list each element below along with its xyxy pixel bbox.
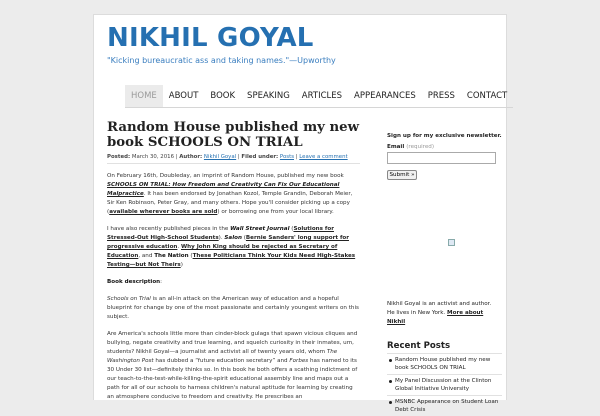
page-container [93, 14, 508, 413]
nation-article-link[interactable]: These Politicians Think Your Kids Need High-Stakes Testing—but Not Theirs [107, 253, 356, 268]
submit-button[interactable]: Submit » [387, 170, 417, 180]
p4-title: Schools on Trial [107, 296, 151, 302]
p5-b: has dubbed a “future education secretary” and [153, 358, 290, 364]
p5-forbes: Forbes [289, 358, 309, 364]
nav-item-book[interactable]: BOOK [210, 91, 236, 101]
email-field[interactable] [387, 152, 496, 164]
p1-middle: . It has been endorsed by Jonathan Kozol, Temple Grandin, Deborah Meier, Sir Ken Robinson, Peter Gray, and many others. Hope you'll consider picking up a copy ( [107, 191, 353, 215]
p5-a: Are America's schools little more than cinder-block gulags that spawn vicious cliques and bullying, negate creativity and true learning, and squelch curiosity in their inmates, um, students? Nikhil Goyal—a journalist and activist all of twenty years old, whom [107, 331, 358, 355]
broken-image-icon [448, 239, 455, 246]
recent-post-item[interactable]: MSNBC Appearance on Student Loan Debt Crisis [387, 395, 502, 416]
main-nav [125, 85, 513, 108]
nation-name: The Nation [154, 253, 189, 259]
post-title[interactable]: Random House published my new book SCHOOLS ON TRIAL [107, 120, 360, 150]
available-link[interactable]: available wherever books are sold [109, 209, 218, 215]
wsj-article-link[interactable]: Solutions for Stressed-Out High-School Students [107, 226, 334, 241]
more-about-link[interactable]: More about Nikhil [387, 310, 484, 325]
main-content [107, 120, 360, 402]
wsj-name: Wall Street Journal [230, 226, 290, 232]
salon-name: Salon [224, 235, 242, 241]
nav-item-press[interactable]: PRESS [427, 91, 455, 101]
required-label: (required) [406, 144, 435, 150]
recent-post-item[interactable]: My Panel Discussion at the Clinton Global Initiative University [387, 374, 502, 395]
author-bio [387, 300, 499, 327]
p1-end: ) or borrowing one from your local library. [217, 209, 334, 215]
filed-under-label: Filed under: [241, 154, 279, 160]
nav-item-speaking[interactable]: SPEAKING [247, 91, 290, 101]
newsletter-text: Sign up for my exclusive newsletter. [387, 133, 502, 139]
book-title-link[interactable]: SCHOOLS ON TRIAL: How Freedom and Creativity Can Fix Our Educational Malpractice [107, 182, 340, 197]
category-link[interactable]: Posts [279, 154, 295, 160]
post-paragraph-4 [107, 295, 360, 322]
nav-item-articles[interactable]: ARTICLES [301, 91, 343, 101]
post-paragraph-1 [107, 172, 360, 217]
book-description-label: Book description [107, 279, 161, 285]
email-label: Email (required) [387, 144, 435, 150]
post-meta: Posted: March 30, 2016 | Author: Nikhil Goyal | Filed under: Posts | Leave a comment [107, 154, 348, 160]
nav-item-contact[interactable]: CONTACT [466, 91, 508, 101]
bio-text: Nikhil Goyal is an activist and author. He lives in New York. [387, 301, 492, 316]
site-title[interactable]: NIKHIL GOYAL [107, 23, 314, 53]
recent-post-item[interactable]: Random House published my new book SCHOOLS ON TRIAL [387, 353, 502, 374]
author-label: Author: [179, 154, 203, 160]
nav-item-home[interactable]: HOME [125, 85, 163, 107]
sidebar [387, 132, 502, 413]
posted-label: Posted: [107, 154, 131, 160]
recent-posts-list [387, 353, 502, 416]
salon-article-link[interactable]: Bernie Sanders' long support for progressive education [107, 235, 349, 250]
king-article-link[interactable]: Why John King should be rejected as Secretary of Education [107, 244, 338, 259]
meta-divider [107, 163, 360, 164]
author-link[interactable]: Nikhil Goyal [203, 154, 237, 160]
p2-intro: I have also recently published pieces in the [107, 226, 231, 232]
post-paragraph-2: I have also recently published pieces in the Wall Street Journal (Solutions for Stressed-Out High-School Students). Salon (Bernie Sanders' long support for progressive education. Why John King should be rejected as Secretary of Education, and The Nation (These Politicians Think Your Kids Need High-Stakes Testing—but Not Theirs) [107, 226, 356, 268]
p4-text: is an all-in attack on the American way of education and a hopeful blueprint for change by one of the most passionate and certainly youngest writers on this subject. [107, 296, 359, 320]
nav-item-about[interactable]: ABOUT [168, 91, 199, 101]
site-tagline: "Kicking bureaucratic ass and taking names."—Upworthy [107, 56, 336, 65]
recent-posts-title: Recent Posts [387, 341, 451, 351]
post-paragraph-3: Book description: [107, 279, 163, 285]
p5-wapo: The Washington Post [107, 349, 338, 364]
leave-comment-link[interactable]: Leave a comment [299, 154, 348, 160]
post-date: March 30, 2016 [131, 154, 174, 160]
p5-c: has named to its 30 Under 30 list—definitely thinks so. In this book he both offers a scathing indictment of our teach-to-the-test-while-killing-the-spirit educational assembly line and maps out a path for all of our schools to harness children's natural aptitude for learning by creating an atmosphere conducive to freedom and creativity. He prescribes an [107, 358, 358, 400]
p2-and: , and [138, 253, 155, 259]
p1-intro: On February 16th, Doubleday, an imprint of Random House, published my new book [107, 173, 344, 179]
nav-item-appearances[interactable]: APPEARANCES [354, 91, 416, 101]
post-paragraph-5 [107, 330, 360, 402]
